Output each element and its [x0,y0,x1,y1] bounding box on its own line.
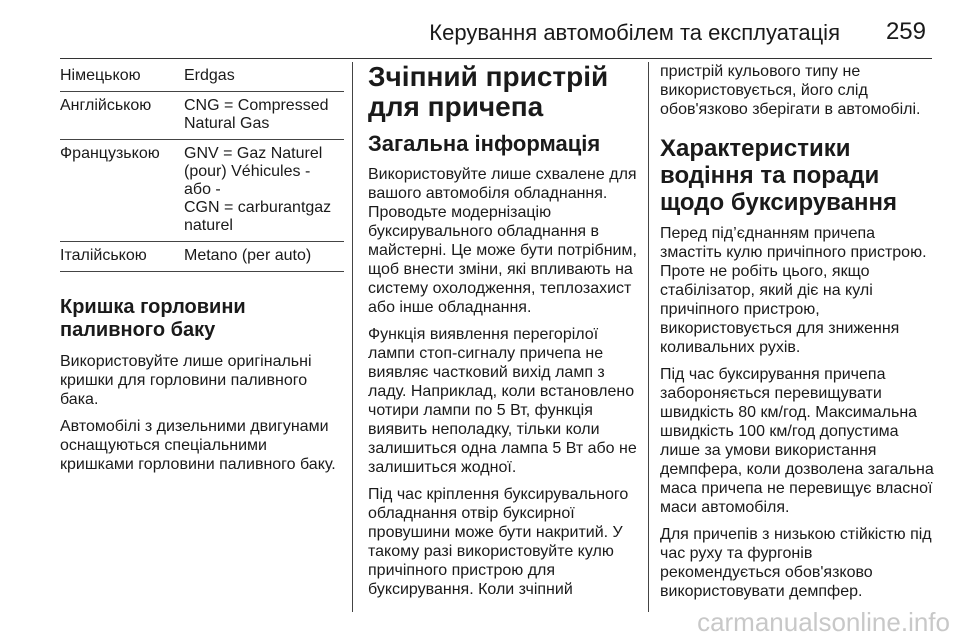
language-cell: Італійською [60,242,178,272]
driving-tips-heading: Характеристики водіння та поради щодо буксирування [660,135,897,216]
language-cell: Англійською [60,92,178,140]
column-divider-1 [352,62,353,612]
fuel-name-cell: GNV = Gaz Naturel (pour) Véhicules - або - CGN = carburantgaz naturel [178,140,344,242]
page-number: 259 [885,18,926,45]
paragraph: Перед під’єднанням причепа змастіть кулю причіпного пристрою. Проте не робіть цього, якщо стабілізатор, який діє на кулі причіпного пристрою, використовується для зниження коливальних рухів. [660,225,927,356]
fuel-name-cell: Erdgas [178,62,344,92]
running-title: Керування автомобілем та експлуатація [429,20,840,45]
table-row [60,140,344,242]
fuel-name-cell: Metano (per auto) [178,242,344,272]
paragraph: Під час буксирування причепа забороняється перевищувати швидкість 80 км/год. Максимальна швидкість 100 км/год допустима лише за умови використання демпфера, коли дозволена загальна маса причепа не перевищує власної маси автомобіля. [660,366,934,516]
language-cell: Німецькою [60,62,178,92]
fuel-name-cell: CNG = Compressed Natural Gas [178,92,344,140]
towing-title: Зчіпний пристрій для причепа [368,61,609,122]
header-divider [60,58,932,59]
table-row [60,92,344,140]
column-middle [368,62,638,607]
watermark: carmanualsonline.info [697,607,950,637]
table-row [60,62,344,92]
language-cell: Французькою [60,140,178,242]
column-left [60,62,344,482]
paragraph: Для причепів з низькою стійкістю під час руху та фургонів рекомендується обов'язково використовувати демпфер. [660,526,932,600]
page-header [60,18,932,58]
fuel-name-table [60,62,344,272]
paragraph-continuation: пристрій кульового типу не використовується, його слід обов'язково зберігати в автомобілі. [660,63,921,118]
paragraph: Автомобілі з дизельними двигунами оснащуються спеціальними кришками горловини паливного баку. [60,418,336,473]
table-row [60,242,344,272]
paragraph: Використовуйте лише оригінальні кришки для горловини паливного бака. [60,353,312,408]
paragraph: Функція виявлення перегорілої лампи стоп-сигналу причепа не виявляє частковий вихід ламп з ладу. Наприклад, коли встановлено чотири лампи по 5 Вт, функція виявить неполадку, тільки коли залишиться одна лампа 5 Вт або не залишиться жодної. [368,326,637,476]
column-divider-2 [648,62,649,612]
paragraph: Використовуйте лише схвалене для вашого автомобіля обладнання. Проводьте модернізацію буксирувального обладнання в майстерні. Це може бути потрібним, щоб внести зміни, які впливають на систему охолодження, теплозахист або інше обладнання. [368,166,637,316]
column-right [660,62,936,609]
fuel-cap-heading: Кришка горловини паливного баку [60,296,246,341]
paragraph: Під час кріплення буксирувального обладнання отвір буксирної провушини може бути накритий. У такому разі використовуйте кулю причіпного пристрою для буксирування. Коли зчіпний [368,486,629,598]
general-info-heading: Загальна інформація [368,131,601,156]
